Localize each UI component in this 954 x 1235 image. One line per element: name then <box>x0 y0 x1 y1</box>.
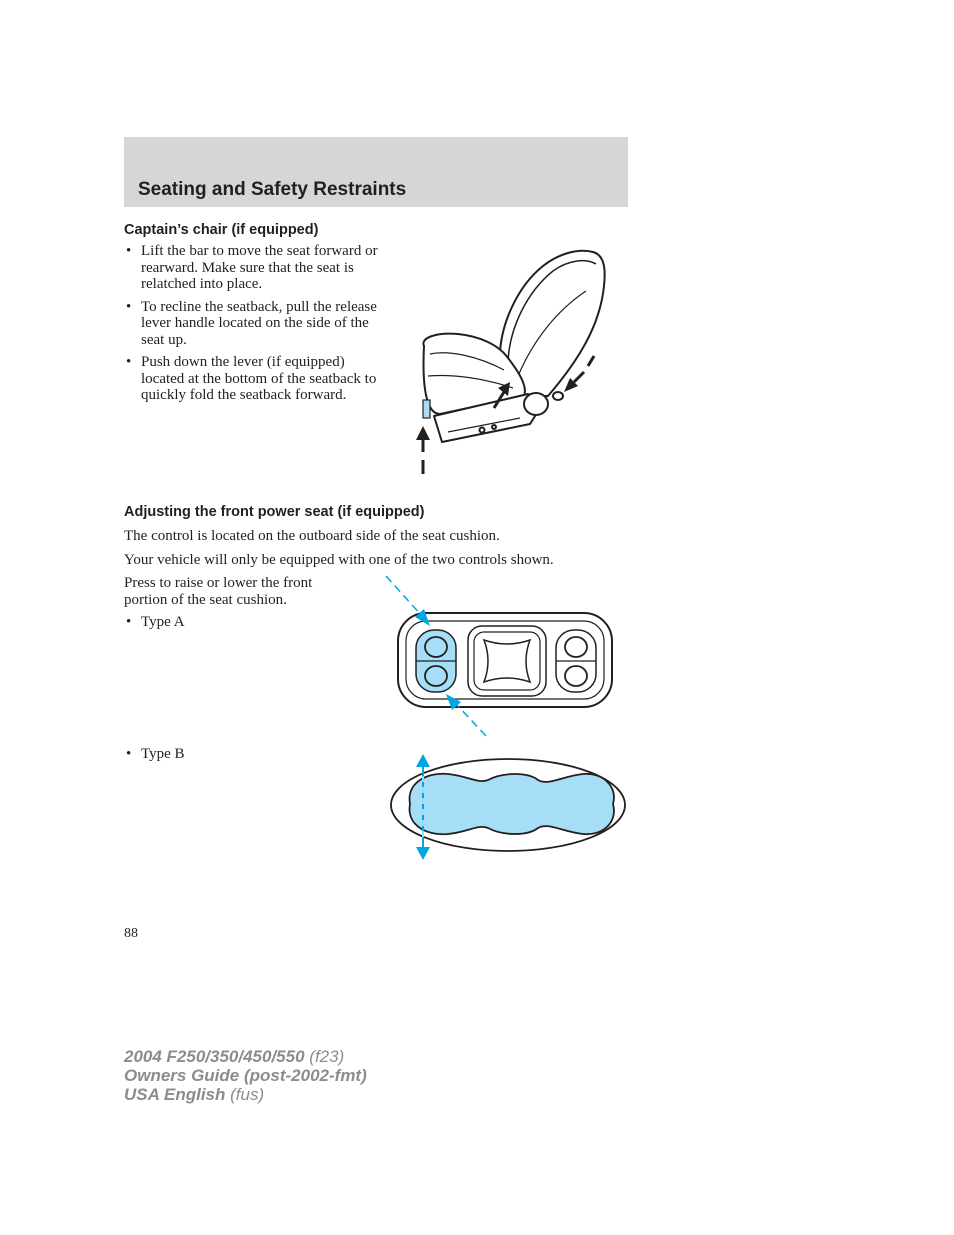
footer-language-code: (fus) <box>230 1085 265 1104</box>
captains-chair-illustration <box>408 246 616 478</box>
section-header <box>124 137 628 207</box>
page-number: 88 <box>124 926 138 941</box>
power-seat-location-text: The control is located on the outboard side of the seat cushion. <box>124 528 500 544</box>
type-a-text: Type A <box>141 614 185 630</box>
list-item: • To recline the seatback, pull the release lever handle located on the side of the seat up. <box>124 299 384 349</box>
bullet-glyph: • <box>126 614 132 630</box>
footer-language: USA English <box>124 1085 226 1104</box>
captains-chair-heading: Captain’s chair (if equipped) <box>124 222 319 238</box>
instruction-line-2: portion of the seat cushion. <box>124 591 287 608</box>
list-item: • Lift the bar to move the seat forward or rearward. Make sure that the seat is relatched into place. <box>124 243 384 293</box>
footer-model: 2004 F250/350/450/550 <box>124 1047 305 1066</box>
instruction-line-1: Press to raise or lower the front <box>124 575 313 591</box>
section-title: Seating and Safety Restraints <box>138 179 407 200</box>
power-seat-instruction-text <box>124 575 364 608</box>
type-b-text: Type B <box>141 746 185 762</box>
power-seat-equipped-text: Your vehicle will only be equipped with one of the two controls shown. <box>124 552 554 568</box>
captains-chair-bullets <box>124 243 384 410</box>
type-b-control-illustration <box>388 752 628 864</box>
bullet-glyph: • <box>126 746 132 762</box>
footer-model-code: (f23) <box>309 1047 345 1066</box>
list-item: • Push down the lever (if equipped) located at the bottom of the seatback to quickly fold the seatback forward. <box>124 354 384 404</box>
type-a-label <box>124 614 185 631</box>
type-b-label <box>124 746 185 763</box>
document-footer <box>124 1047 367 1104</box>
power-seat-heading: Adjusting the front power seat (if equipped) <box>124 504 425 520</box>
footer-guide: Owners Guide (post-2002-fmt) <box>124 1066 367 1085</box>
type-a-control-illustration <box>386 576 616 738</box>
